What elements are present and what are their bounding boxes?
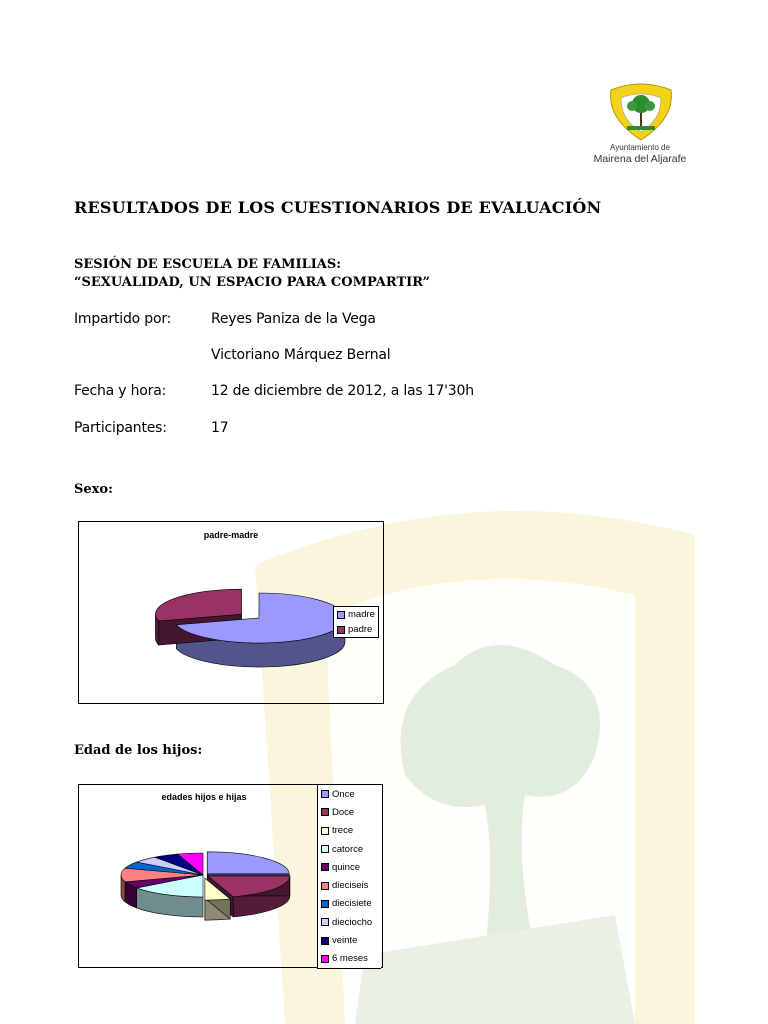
chart-edades-hijos	[78, 784, 383, 968]
chart-legend	[317, 785, 381, 969]
impartido-value-1: Reyes Paniza de la Vega	[211, 311, 376, 327]
legend-label: 6 meses	[332, 953, 368, 965]
legend-label: trece	[332, 825, 354, 837]
legend-swatch	[337, 626, 345, 634]
legend-swatch	[321, 900, 329, 908]
legend-label: catorce	[332, 843, 364, 855]
legend-label: veinte	[332, 935, 358, 947]
crest-icon	[605, 82, 677, 142]
legend-item	[318, 876, 381, 894]
legend-label: dieciocho	[332, 916, 373, 928]
legend-item	[318, 858, 381, 876]
logo-text-bottom: Mairena del Aljarafe	[593, 153, 687, 165]
legend-item	[334, 622, 378, 637]
chart-legend	[333, 606, 379, 638]
legend-swatch	[321, 790, 329, 798]
legend-swatch	[321, 863, 329, 871]
municipal-logo	[590, 82, 690, 168]
document-title: RESULTADOS DE LOS CUESTIONARIOS DE EVALUACIÓN	[74, 198, 602, 217]
participantes-label: Participantes:	[74, 420, 167, 436]
legend-label: Once	[332, 788, 355, 800]
subtitle-line-2: “SEXUALIDAD, UN ESPACIO PARA COMPARTIR”	[74, 275, 431, 290]
legend-item	[318, 931, 381, 949]
impartido-value-2: Victoriano Márquez Bernal	[211, 347, 391, 363]
impartido-label: Impartido por:	[74, 311, 172, 327]
logo-text-top: Ayuntamiento de	[610, 143, 670, 152]
chart-title: padre-madre	[203, 530, 259, 540]
legend-swatch	[337, 611, 345, 619]
legend-label: padre	[348, 624, 373, 635]
legend-label: diecisiete	[332, 898, 372, 910]
legend-swatch	[321, 937, 329, 945]
chart-title: edades hijos e hijas	[161, 792, 247, 802]
legend-swatch	[321, 827, 329, 835]
pie-slice-once	[207, 852, 289, 874]
fecha-label: Fecha y hora:	[74, 383, 167, 399]
legend-label: madre	[348, 609, 375, 620]
legend-item	[318, 950, 381, 968]
legend-item	[318, 822, 381, 840]
legend-label: Doce	[332, 806, 355, 818]
chart-padre-madre	[78, 521, 384, 704]
legend-swatch	[321, 808, 329, 816]
legend-swatch	[321, 845, 329, 853]
legend-label: dieciseis	[332, 880, 369, 892]
legend-item	[318, 913, 381, 931]
legend-label: quince	[332, 861, 360, 873]
legend-item	[318, 785, 381, 803]
legend-swatch	[321, 882, 329, 890]
subtitle-line-1: SESIÓN DE ESCUELA DE FAMILIAS:	[74, 257, 342, 272]
fecha-value: 12 de diciembre de 2012, a las 17'30h	[211, 383, 474, 399]
legend-item	[318, 803, 381, 821]
legend-item	[318, 895, 381, 913]
legend-swatch	[321, 918, 329, 926]
legend-item	[334, 607, 378, 622]
session-subtitle	[74, 256, 430, 292]
legend-item	[318, 840, 381, 858]
section-sexo: Sexo:	[74, 482, 113, 497]
section-edad: Edad de los hijos:	[74, 743, 203, 758]
participantes-value: 17	[211, 420, 229, 436]
legend-swatch	[321, 955, 329, 963]
